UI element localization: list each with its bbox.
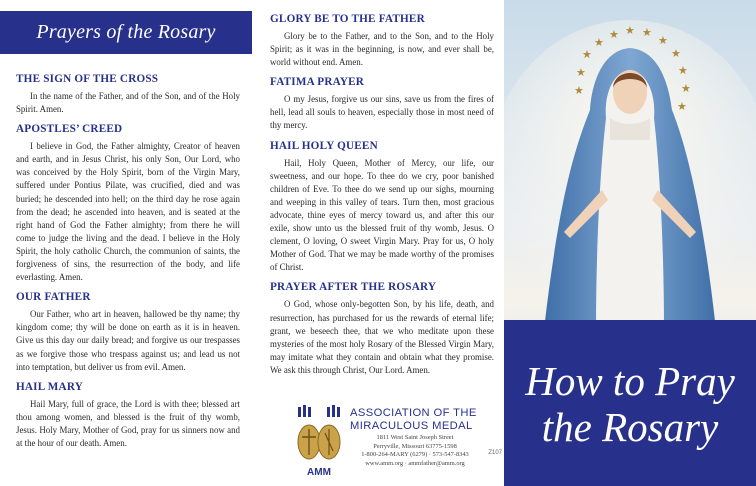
emblem-text: AMM	[307, 467, 331, 478]
left-panel	[0, 0, 252, 486]
prayer-column-middle	[270, 12, 494, 383]
prayer-section	[16, 72, 240, 116]
org-name-line2: MIRACULOUS MEDAL	[350, 420, 473, 432]
amm-logo-block	[292, 405, 502, 483]
prayer-section	[270, 12, 494, 69]
svg-text:★: ★	[609, 29, 619, 41]
svg-text:★: ★	[625, 25, 635, 37]
section-text: Our Father, who art in heaven, hallowed be thy name; thy kingdom come; thy will be done on earth as it is in heaven. Give us this day our daily bread; and forgive us our trespasses as we forgive those who trespass against us; and lead us not into temptation, but deliver us from evil. Amen.	[16, 309, 240, 372]
section-text: Hail, Holy Queen, Mother of Mercy, our life, our sweetness, and our hope. To thee do we cry, poor banished children of Eve. To thee do we send up our sighs, mourning and weeping in this valley of tears. Turn then, most gracious advocate, thine eyes of mercy toward us, and after this our exile, show unto us the blessed fruit of thy womb, Jesus. O clement, O loving, O sweet Virgin Mary. Pray for us, O holy Mother of God. That we may be made worthy of the promises of Christ.	[270, 157, 494, 273]
middle-panel	[252, 0, 504, 486]
prayer-column-left	[16, 72, 240, 456]
section-text: Hail Mary, full of grace, the Lord is with thee; blessed art thou among women, and blessed is the fruit of thy womb, Jesus. Holy Mary, Mother of God, pray for us sinners now and at the hour of our death. Amen.	[16, 398, 240, 448]
org-name-line1: ASSOCIATION OF THE	[350, 407, 477, 419]
contact-info	[350, 434, 480, 468]
section-heading: HAIL HOLY QUEEN	[270, 139, 378, 152]
organization-name	[350, 407, 477, 433]
miraculous-medal-emblem-icon	[292, 405, 346, 481]
section-text: O my Jesus, forgive us our sins, save us from the fires of hell, lead all souls to heaven, especially those in most need of thy mercy.	[270, 94, 494, 131]
phone-line: 1-800-264-MARY (6279) · 573-547-8343	[361, 451, 469, 459]
section-heading: APOSTLES’ CREED	[16, 123, 123, 136]
prayer-section	[16, 122, 240, 284]
svg-text:★: ★	[678, 65, 688, 77]
web-line: www.amm.org · ammfather@amm.org	[365, 459, 465, 467]
svg-text:★: ★	[671, 48, 681, 60]
svg-text:★: ★	[574, 85, 584, 97]
virgin-mary-image	[504, 0, 756, 330]
section-text: I believe in God, the Father almighty, Creator of heaven and earth, and in Jesus Christ, his only Son, Our Lord, who was conceived by the Holy Spirit, born of the Virgin Mary, suffered under Pontius Pilate, was crucified, died and was buried; he descended into hell; on the third day he rose again from the dead; he ascended into heaven, and is seated at the right hand of God the Father almighty; from there he will come to judge the living and the dead. I believe in the Holy Spirit, the holy catholic Church, the communion of saints, the forgiveness of sins, the resurrection of the body, and life everlasting. Amen.	[16, 141, 240, 283]
section-text: In the name of the Father, and of the Son, and of the Holy Spirit. Amen.	[16, 91, 240, 115]
svg-text:★: ★	[576, 67, 586, 79]
cover-title	[504, 358, 756, 450]
section-heading: THE SIGN OF THE CROSS	[16, 73, 159, 85]
svg-text:★: ★	[582, 49, 592, 61]
svg-text:★: ★	[658, 35, 668, 47]
address-line2: Perryville, Missouri 63775-1598	[373, 442, 457, 450]
svg-text:★: ★	[594, 37, 604, 49]
cover-panel	[504, 0, 756, 486]
section-heading: PRAYER AFTER THE ROSARY	[270, 281, 437, 294]
section-heading: GLORY BE TO THE FATHER	[270, 13, 425, 25]
cover-title-line2: the Rosary	[541, 404, 719, 450]
svg-text:★: ★	[677, 101, 687, 113]
cover-title-line1: How to Pray	[525, 358, 735, 404]
svg-text:★: ★	[681, 83, 691, 95]
prayer-section	[270, 139, 494, 275]
svg-text:★: ★	[642, 27, 652, 39]
prayer-section	[16, 380, 240, 450]
section-text: O God, whose only-begotten Son, by his life, death, and resurrection, has purchased for us the rewards of eternal life; grant, we beseech thee, that we who meditate upon these mysteries of the most holy Rosary of the Blessed Virgin Mary, may imitate what they contain and obtain what they promise. We ask this through Christ, Our Lord. Amen.	[270, 299, 494, 375]
panel-title: Prayers of the Rosary	[0, 11, 252, 54]
section-heading: HAIL MARY	[16, 380, 83, 393]
section-text: Glory be to the Father, and to the Son, and to the Holy Spirit; as it was in the beginning, is now, and ever shall be, world without end. Amen.	[270, 31, 494, 68]
prayer-section	[16, 290, 240, 373]
prayer-section	[270, 75, 494, 132]
section-heading: FATIMA PRAYER	[270, 76, 365, 89]
address-line1: 1811 West Saint Joseph Street	[376, 434, 454, 441]
section-heading: OUR FATHER	[16, 291, 91, 304]
prayer-section	[270, 280, 494, 377]
product-code: Z107	[488, 450, 502, 456]
